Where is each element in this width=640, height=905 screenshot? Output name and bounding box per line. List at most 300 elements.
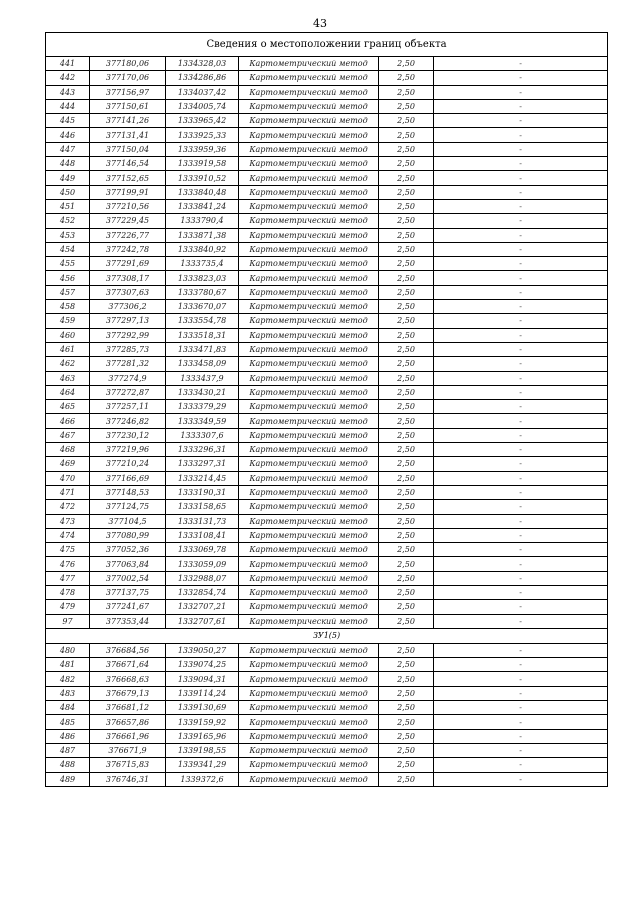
precision-cell: 2,50 <box>379 128 434 142</box>
description-cell: - <box>434 729 608 743</box>
y-coordinate-cell: 1333108,41 <box>166 528 239 542</box>
precision-cell: 2,50 <box>379 157 434 171</box>
description-cell: - <box>434 342 608 356</box>
method-cell: Картометрический метод <box>239 571 379 585</box>
description-cell: - <box>434 371 608 385</box>
table-row <box>46 614 608 628</box>
precision-cell: 2,50 <box>379 171 434 185</box>
description-cell: - <box>434 99 608 113</box>
y-coordinate-cell: 1333471,83 <box>166 342 239 356</box>
precision-cell: 2,50 <box>379 257 434 271</box>
table-row <box>46 514 608 528</box>
point-number-cell: 453 <box>46 228 90 242</box>
precision-cell: 2,50 <box>379 471 434 485</box>
x-coordinate-cell: 376679,13 <box>90 686 166 700</box>
point-number-cell: 478 <box>46 585 90 599</box>
description-cell: - <box>434 428 608 442</box>
x-coordinate-cell: 377246,82 <box>90 414 166 428</box>
y-coordinate-cell: 1333554,78 <box>166 314 239 328</box>
precision-cell: 2,50 <box>379 85 434 99</box>
section-label: ЗУ1(5) <box>46 628 608 643</box>
description-cell: - <box>434 514 608 528</box>
point-number-cell: 449 <box>46 171 90 185</box>
y-coordinate-cell: 1332707,21 <box>166 600 239 614</box>
y-coordinate-cell: 1333307,6 <box>166 428 239 442</box>
description-cell: - <box>434 385 608 399</box>
x-coordinate-cell: 377124,75 <box>90 500 166 514</box>
precision-cell: 2,50 <box>379 772 434 786</box>
table-row <box>46 214 608 228</box>
method-cell: Картометрический метод <box>239 285 379 299</box>
y-coordinate-cell: 1334005,74 <box>166 99 239 113</box>
x-coordinate-cell: 377131,41 <box>90 128 166 142</box>
description-cell: - <box>434 199 608 213</box>
description-cell: - <box>434 114 608 128</box>
y-coordinate-cell: 1339130,69 <box>166 701 239 715</box>
method-cell: Картометрический метод <box>239 729 379 743</box>
x-coordinate-cell: 377150,61 <box>90 99 166 113</box>
x-coordinate-cell: 377002,54 <box>90 571 166 585</box>
precision-cell: 2,50 <box>379 114 434 128</box>
method-cell: Картометрический метод <box>239 715 379 729</box>
x-coordinate-cell: 376671,64 <box>90 658 166 672</box>
x-coordinate-cell: 377152,65 <box>90 171 166 185</box>
table-row <box>46 672 608 686</box>
precision-cell: 2,50 <box>379 314 434 328</box>
x-coordinate-cell: 377291,69 <box>90 257 166 271</box>
y-coordinate-cell: 1333790,4 <box>166 214 239 228</box>
description-cell: - <box>434 543 608 557</box>
point-number-cell: 451 <box>46 199 90 213</box>
point-number-cell: 455 <box>46 257 90 271</box>
point-number-cell: 485 <box>46 715 90 729</box>
y-coordinate-cell: 1339372,6 <box>166 772 239 786</box>
x-coordinate-cell: 377274,9 <box>90 371 166 385</box>
x-coordinate-cell: 377141,26 <box>90 114 166 128</box>
precision-cell: 2,50 <box>379 385 434 399</box>
precision-cell: 2,50 <box>379 71 434 85</box>
point-number-cell: 445 <box>46 114 90 128</box>
description-cell: - <box>434 242 608 256</box>
precision-cell: 2,50 <box>379 342 434 356</box>
x-coordinate-cell: 377308,17 <box>90 271 166 285</box>
description-cell: - <box>434 672 608 686</box>
x-coordinate-cell: 377052,36 <box>90 543 166 557</box>
method-cell: Картометрический метод <box>239 701 379 715</box>
point-number-cell: 484 <box>46 701 90 715</box>
x-coordinate-cell: 377199,91 <box>90 185 166 199</box>
y-coordinate-cell: 1339094,31 <box>166 672 239 686</box>
description-cell: - <box>434 57 608 71</box>
method-cell: Картометрический метод <box>239 357 379 371</box>
y-coordinate-cell: 1339074,25 <box>166 658 239 672</box>
x-coordinate-cell: 377104,5 <box>90 514 166 528</box>
table-row <box>46 157 608 171</box>
precision-cell: 2,50 <box>379 686 434 700</box>
y-coordinate-cell: 1333780,67 <box>166 285 239 299</box>
y-coordinate-cell: 1333841,24 <box>166 199 239 213</box>
point-number-cell: 462 <box>46 357 90 371</box>
method-cell: Картометрический метод <box>239 328 379 342</box>
table-row <box>46 185 608 199</box>
description-cell: - <box>434 285 608 299</box>
page-number: 43 <box>313 17 327 30</box>
x-coordinate-cell: 377272,87 <box>90 385 166 399</box>
precision-cell: 2,50 <box>379 443 434 457</box>
description-cell: - <box>434 357 608 371</box>
x-coordinate-cell: 377281,32 <box>90 357 166 371</box>
table-row <box>46 701 608 715</box>
method-cell: Картометрический метод <box>239 414 379 428</box>
precision-cell: 2,50 <box>379 457 434 471</box>
table-row <box>46 371 608 385</box>
x-coordinate-cell: 377229,45 <box>90 214 166 228</box>
point-number-cell: 476 <box>46 557 90 571</box>
point-number-cell: 458 <box>46 300 90 314</box>
x-coordinate-cell: 377226,77 <box>90 228 166 242</box>
table-row <box>46 543 608 557</box>
y-coordinate-cell: 1333437,9 <box>166 371 239 385</box>
precision-cell: 2,50 <box>379 185 434 199</box>
precision-cell: 2,50 <box>379 500 434 514</box>
method-cell: Картометрический метод <box>239 443 379 457</box>
x-coordinate-cell: 376657,86 <box>90 715 166 729</box>
x-coordinate-cell: 377146,54 <box>90 157 166 171</box>
table-row <box>46 314 608 328</box>
table-row <box>46 228 608 242</box>
x-coordinate-cell: 377180,06 <box>90 57 166 71</box>
point-number-cell: 441 <box>46 57 90 71</box>
table-row <box>46 485 608 499</box>
x-coordinate-cell: 376684,56 <box>90 643 166 657</box>
description-cell: - <box>434 228 608 242</box>
table-row <box>46 171 608 185</box>
precision-cell: 2,50 <box>379 99 434 113</box>
precision-cell: 2,50 <box>379 485 434 499</box>
y-coordinate-cell: 1334328,03 <box>166 57 239 71</box>
method-cell: Картометрический метод <box>239 71 379 85</box>
y-coordinate-cell: 1333379,29 <box>166 400 239 414</box>
table-row <box>46 85 608 99</box>
method-cell: Картометрический метод <box>239 400 379 414</box>
x-coordinate-cell: 377170,06 <box>90 71 166 85</box>
table-row <box>46 600 608 614</box>
table-row <box>46 500 608 514</box>
x-coordinate-cell: 377307,63 <box>90 285 166 299</box>
x-coordinate-cell: 377353,44 <box>90 614 166 628</box>
description-cell: - <box>434 500 608 514</box>
x-coordinate-cell: 376746,31 <box>90 772 166 786</box>
method-cell: Картометрический метод <box>239 342 379 356</box>
description-cell: - <box>434 314 608 328</box>
method-cell: Картометрический метод <box>239 600 379 614</box>
method-cell: Картометрический метод <box>239 457 379 471</box>
precision-cell: 2,50 <box>379 600 434 614</box>
point-number-cell: 450 <box>46 185 90 199</box>
method-cell: Картометрический метод <box>239 485 379 499</box>
point-number-cell: 488 <box>46 758 90 772</box>
table-row <box>46 114 608 128</box>
point-number-cell: 472 <box>46 500 90 514</box>
method-cell: Картометрический метод <box>239 557 379 571</box>
point-number-cell: 480 <box>46 643 90 657</box>
table-row <box>46 285 608 299</box>
description-cell: - <box>434 400 608 414</box>
y-coordinate-cell: 1333131,73 <box>166 514 239 528</box>
table-row <box>46 385 608 399</box>
table-row <box>46 686 608 700</box>
point-number-cell: 468 <box>46 443 90 457</box>
precision-cell: 2,50 <box>379 743 434 757</box>
table-row <box>46 342 608 356</box>
description-cell: - <box>434 328 608 342</box>
description-cell: - <box>434 471 608 485</box>
table-row <box>46 128 608 142</box>
description-cell: - <box>434 772 608 786</box>
description-cell: - <box>434 571 608 585</box>
point-number-cell: 475 <box>46 543 90 557</box>
method-cell: Картометрический метод <box>239 385 379 399</box>
method-cell: Картометрический метод <box>239 185 379 199</box>
point-number-cell: 487 <box>46 743 90 757</box>
y-coordinate-cell: 1333349,59 <box>166 414 239 428</box>
y-coordinate-cell: 1333840,92 <box>166 242 239 256</box>
table-row <box>46 71 608 85</box>
description-cell: - <box>434 443 608 457</box>
method-cell: Картометрический метод <box>239 743 379 757</box>
point-number-cell: 481 <box>46 658 90 672</box>
table-row <box>46 658 608 672</box>
y-coordinate-cell: 1333910,52 <box>166 171 239 185</box>
y-coordinate-cell: 1333518,31 <box>166 328 239 342</box>
x-coordinate-cell: 377156,97 <box>90 85 166 99</box>
point-number-cell: 456 <box>46 271 90 285</box>
table-row <box>46 528 608 542</box>
table-row <box>46 328 608 342</box>
y-coordinate-cell: 1333871,38 <box>166 228 239 242</box>
x-coordinate-cell: 377150,04 <box>90 142 166 156</box>
precision-cell: 2,50 <box>379 142 434 156</box>
x-coordinate-cell: 376681,12 <box>90 701 166 715</box>
precision-cell: 2,50 <box>379 701 434 715</box>
precision-cell: 2,50 <box>379 228 434 242</box>
method-cell: Картометрический метод <box>239 99 379 113</box>
description-cell: - <box>434 686 608 700</box>
y-coordinate-cell: 1333735,4 <box>166 257 239 271</box>
precision-cell: 2,50 <box>379 758 434 772</box>
point-number-cell: 464 <box>46 385 90 399</box>
method-cell: Картометрический метод <box>239 471 379 485</box>
precision-cell: 2,50 <box>379 400 434 414</box>
x-coordinate-cell: 377292,99 <box>90 328 166 342</box>
y-coordinate-cell: 1333959,36 <box>166 142 239 156</box>
method-cell: Картометрический метод <box>239 314 379 328</box>
description-cell: - <box>434 214 608 228</box>
precision-cell: 2,50 <box>379 428 434 442</box>
y-coordinate-cell: 1333925,33 <box>166 128 239 142</box>
method-cell: Картометрический метод <box>239 772 379 786</box>
table-row <box>46 57 608 71</box>
x-coordinate-cell: 376715,83 <box>90 758 166 772</box>
method-cell: Картометрический метод <box>239 371 379 385</box>
method-cell: Картометрический метод <box>239 500 379 514</box>
point-number-cell: 444 <box>46 99 90 113</box>
method-cell: Картометрический метод <box>239 758 379 772</box>
point-number-cell: 448 <box>46 157 90 171</box>
point-number-cell: 97 <box>46 614 90 628</box>
point-number-cell: 489 <box>46 772 90 786</box>
point-number-cell: 457 <box>46 285 90 299</box>
table-row <box>46 271 608 285</box>
table-title-row <box>46 33 608 57</box>
boundary-coordinates-table <box>45 32 608 787</box>
point-number-cell: 466 <box>46 414 90 428</box>
point-number-cell: 447 <box>46 142 90 156</box>
point-number-cell: 470 <box>46 471 90 485</box>
precision-cell: 2,50 <box>379 658 434 672</box>
description-cell: - <box>434 414 608 428</box>
point-number-cell: 474 <box>46 528 90 542</box>
table-row <box>46 142 608 156</box>
point-number-cell: 482 <box>46 672 90 686</box>
x-coordinate-cell: 376671,9 <box>90 743 166 757</box>
method-cell: Картометрический метод <box>239 271 379 285</box>
precision-cell: 2,50 <box>379 214 434 228</box>
description-cell: - <box>434 457 608 471</box>
point-number-cell: 483 <box>46 686 90 700</box>
y-coordinate-cell: 1333069,78 <box>166 543 239 557</box>
point-number-cell: 446 <box>46 128 90 142</box>
x-coordinate-cell: 377210,24 <box>90 457 166 471</box>
method-cell: Картометрический метод <box>239 85 379 99</box>
x-coordinate-cell: 377210,56 <box>90 199 166 213</box>
y-coordinate-cell: 1333430,21 <box>166 385 239 399</box>
x-coordinate-cell: 377242,78 <box>90 242 166 256</box>
description-cell: - <box>434 701 608 715</box>
x-coordinate-cell: 377306,2 <box>90 300 166 314</box>
table-row <box>46 457 608 471</box>
table-row <box>46 557 608 571</box>
point-number-cell: 442 <box>46 71 90 85</box>
precision-cell: 2,50 <box>379 557 434 571</box>
point-number-cell: 454 <box>46 242 90 256</box>
point-number-cell: 473 <box>46 514 90 528</box>
point-number-cell: 471 <box>46 485 90 499</box>
point-number-cell: 477 <box>46 571 90 585</box>
precision-cell: 2,50 <box>379 514 434 528</box>
table-title: Сведения о местоположении границ объекта <box>46 33 608 57</box>
table-row <box>46 571 608 585</box>
y-coordinate-cell: 1333059,09 <box>166 557 239 571</box>
description-cell: - <box>434 185 608 199</box>
precision-cell: 2,50 <box>379 571 434 585</box>
description-cell: - <box>434 71 608 85</box>
method-cell: Картометрический метод <box>239 428 379 442</box>
precision-cell: 2,50 <box>379 300 434 314</box>
table-row <box>46 242 608 256</box>
precision-cell: 2,50 <box>379 715 434 729</box>
point-number-cell: 461 <box>46 342 90 356</box>
precision-cell: 2,50 <box>379 285 434 299</box>
x-coordinate-cell: 377080,99 <box>90 528 166 542</box>
x-coordinate-cell: 377166,69 <box>90 471 166 485</box>
method-cell: Картометрический метод <box>239 214 379 228</box>
point-number-cell: 459 <box>46 314 90 328</box>
description-cell: - <box>434 743 608 757</box>
precision-cell: 2,50 <box>379 357 434 371</box>
x-coordinate-cell: 377241,67 <box>90 600 166 614</box>
y-coordinate-cell: 1334286,86 <box>166 71 239 85</box>
point-number-cell: 443 <box>46 85 90 99</box>
precision-cell: 2,50 <box>379 528 434 542</box>
method-cell: Картометрический метод <box>239 114 379 128</box>
table-row <box>46 585 608 599</box>
y-coordinate-cell: 1333919,58 <box>166 157 239 171</box>
table-row <box>46 715 608 729</box>
method-cell: Картометрический метод <box>239 686 379 700</box>
method-cell: Картометрический метод <box>239 658 379 672</box>
precision-cell: 2,50 <box>379 271 434 285</box>
point-number-cell: 465 <box>46 400 90 414</box>
precision-cell: 2,50 <box>379 199 434 213</box>
method-cell: Картометрический метод <box>239 543 379 557</box>
description-cell: - <box>434 758 608 772</box>
point-number-cell: 467 <box>46 428 90 442</box>
description-cell: - <box>434 643 608 657</box>
table-row <box>46 743 608 757</box>
x-coordinate-cell: 377297,13 <box>90 314 166 328</box>
table-row <box>46 300 608 314</box>
description-cell: - <box>434 557 608 571</box>
x-coordinate-cell: 377063,84 <box>90 557 166 571</box>
point-number-cell: 479 <box>46 600 90 614</box>
x-coordinate-cell: 377257,11 <box>90 400 166 414</box>
y-coordinate-cell: 1333296,31 <box>166 443 239 457</box>
method-cell: Картометрический метод <box>239 142 379 156</box>
table-row <box>46 414 608 428</box>
method-cell: Картометрический метод <box>239 257 379 271</box>
y-coordinate-cell: 1333158,65 <box>166 500 239 514</box>
precision-cell: 2,50 <box>379 57 434 71</box>
table-row <box>46 471 608 485</box>
method-cell: Картометрический метод <box>239 171 379 185</box>
section-row <box>46 628 608 643</box>
method-cell: Картометрический метод <box>239 585 379 599</box>
point-number-cell: 469 <box>46 457 90 471</box>
table-row <box>46 758 608 772</box>
x-coordinate-cell: 376668,63 <box>90 672 166 686</box>
method-cell: Картометрический метод <box>239 128 379 142</box>
y-coordinate-cell: 1332988,07 <box>166 571 239 585</box>
method-cell: Картометрический метод <box>239 300 379 314</box>
method-cell: Картометрический метод <box>239 199 379 213</box>
method-cell: Картометрический метод <box>239 242 379 256</box>
precision-cell: 2,50 <box>379 614 434 628</box>
y-coordinate-cell: 1334037,42 <box>166 85 239 99</box>
table-row <box>46 772 608 786</box>
precision-cell: 2,50 <box>379 643 434 657</box>
table-row <box>46 729 608 743</box>
method-cell: Картометрический метод <box>239 614 379 628</box>
y-coordinate-cell: 1333190,31 <box>166 485 239 499</box>
y-coordinate-cell: 1333965,42 <box>166 114 239 128</box>
point-number-cell: 460 <box>46 328 90 342</box>
table-row <box>46 257 608 271</box>
description-cell: - <box>434 128 608 142</box>
description-cell: - <box>434 485 608 499</box>
y-coordinate-cell: 1332854,74 <box>166 585 239 599</box>
y-coordinate-cell: 1333823,03 <box>166 271 239 285</box>
